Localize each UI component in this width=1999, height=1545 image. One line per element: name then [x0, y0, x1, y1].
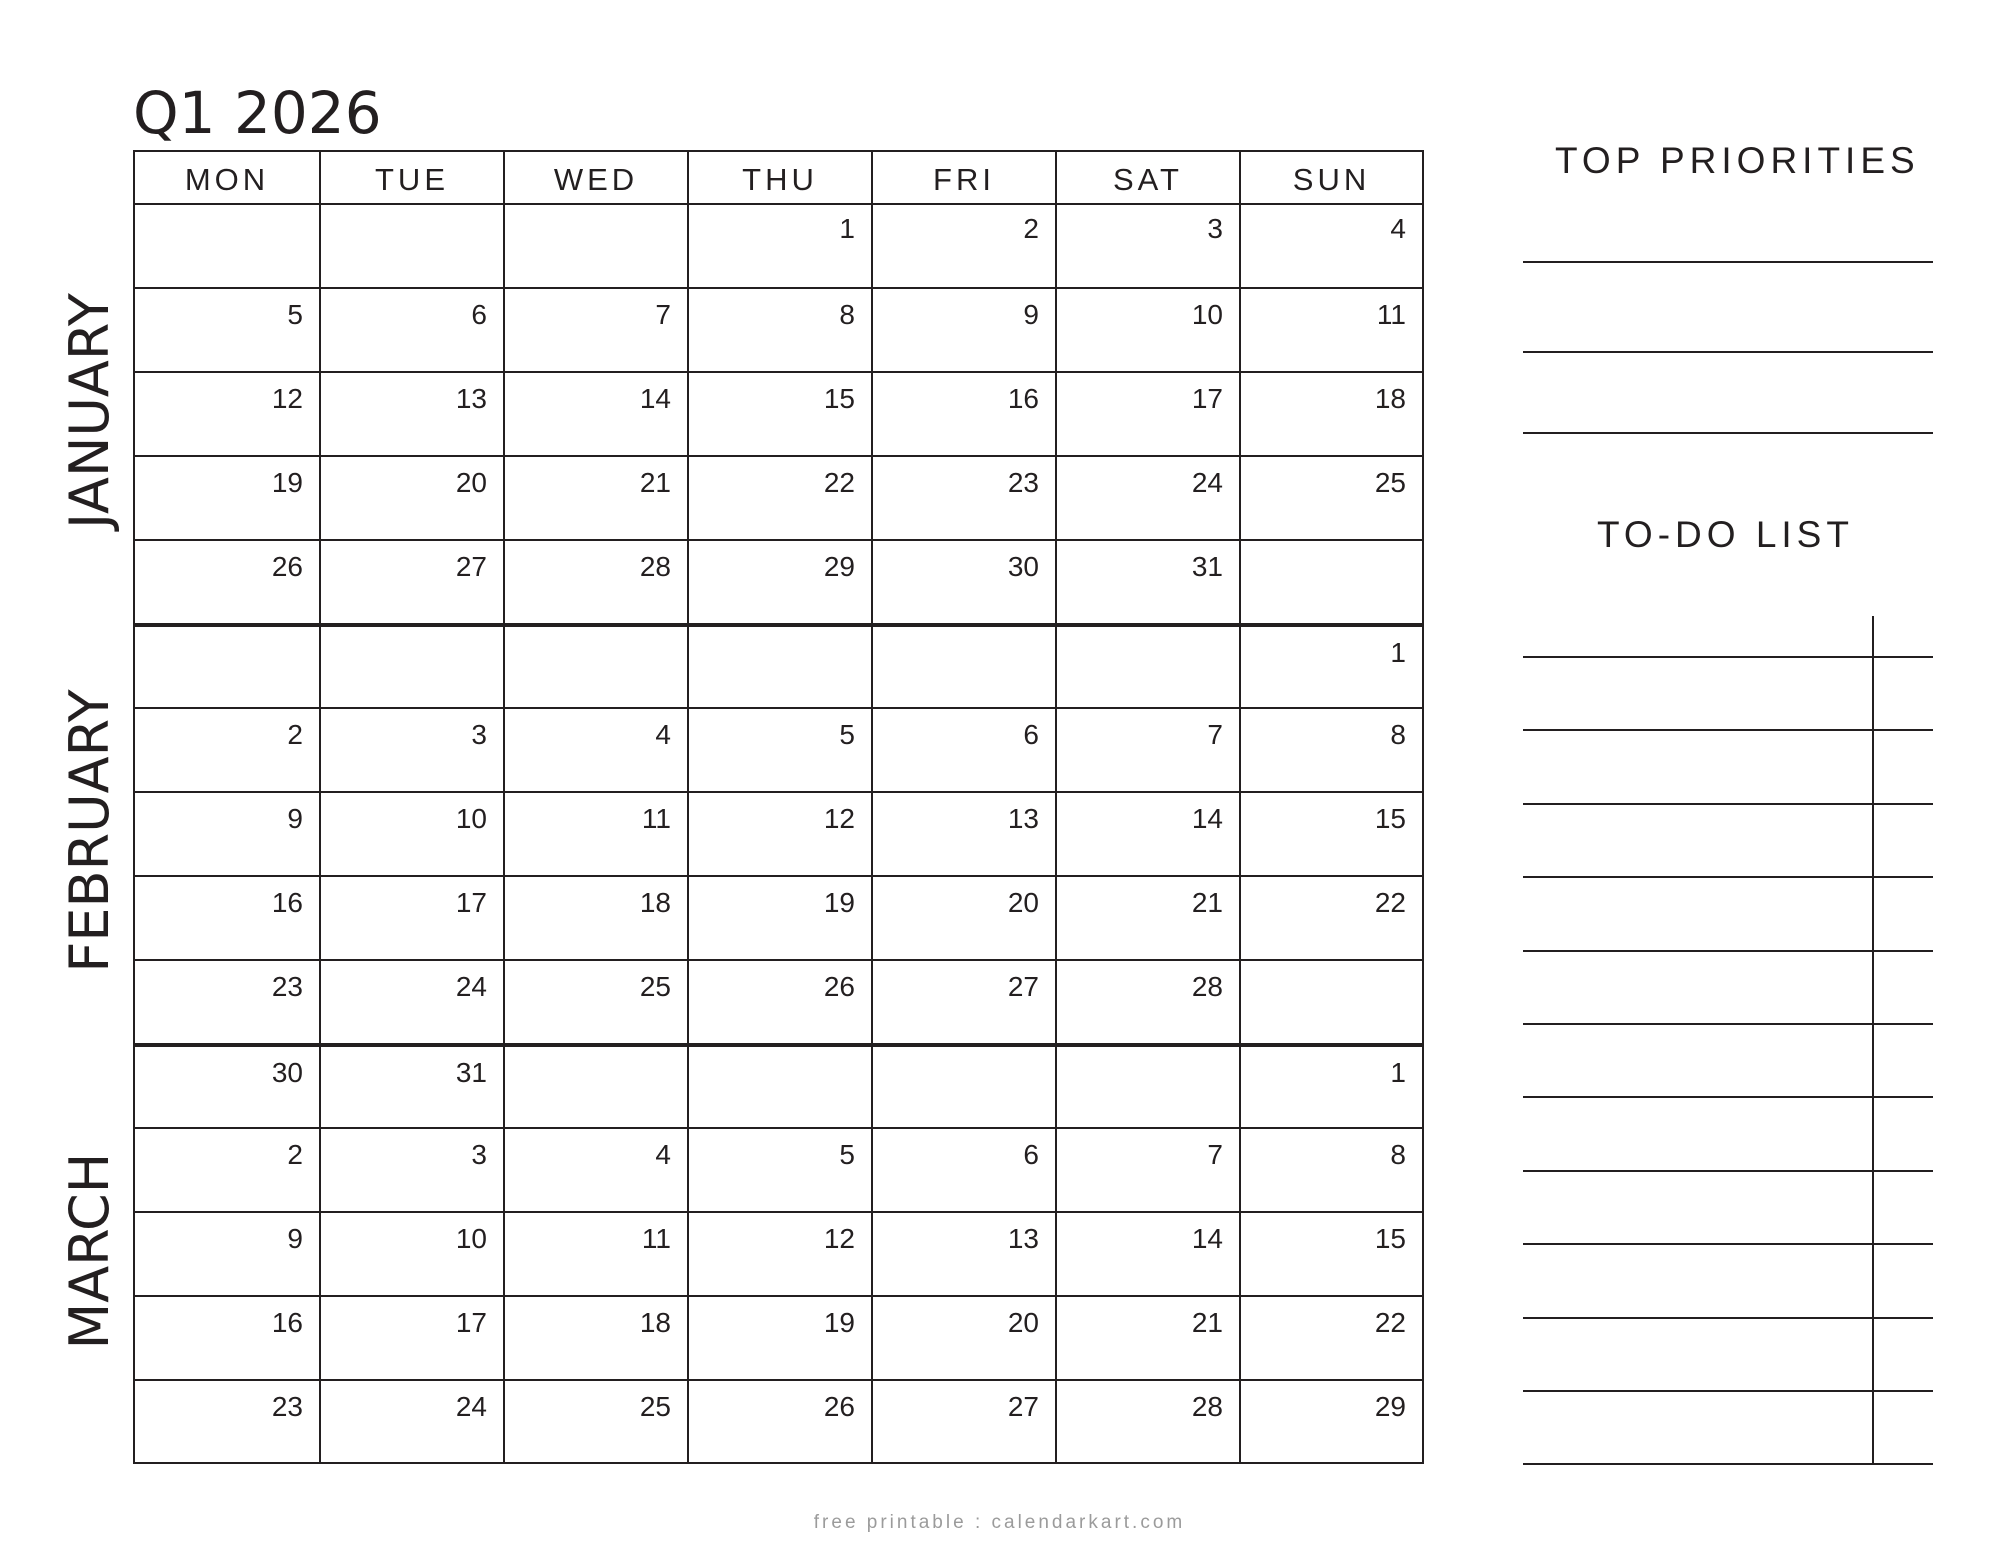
day-cell — [871, 289, 1055, 371]
day-cell — [1239, 961, 1422, 1043]
day-cell — [687, 1381, 871, 1463]
day-cell — [1239, 627, 1422, 711]
day-number: 13 — [1007, 803, 1039, 834]
day-cell — [871, 373, 1055, 455]
day-number: 30 — [271, 1057, 303, 1088]
week-row — [135, 1127, 1422, 1211]
day-number: 3 — [471, 719, 487, 750]
day-cell — [1239, 457, 1422, 539]
week-row — [135, 1295, 1422, 1379]
month-label-january: JANUARY — [58, 293, 121, 529]
day-cell — [135, 793, 319, 875]
day-cell — [503, 203, 687, 287]
week-row — [135, 539, 1422, 623]
day-number: 3 — [1207, 213, 1223, 244]
day-cell — [687, 373, 871, 455]
day-cell — [1055, 289, 1239, 371]
day-cell — [871, 1047, 1055, 1131]
day-cell — [1055, 961, 1239, 1043]
priority-line — [1523, 432, 1933, 434]
day-cell — [687, 1129, 871, 1211]
day-number: 4 — [655, 719, 671, 750]
day-cell — [871, 627, 1055, 711]
day-cell — [135, 203, 319, 287]
day-cell — [1239, 877, 1422, 959]
day-number: 17 — [1191, 383, 1223, 414]
day-cell — [135, 373, 319, 455]
day-cell — [1055, 1047, 1239, 1131]
day-cell — [1239, 203, 1422, 287]
day-number: 21 — [639, 467, 671, 498]
day-cell — [503, 793, 687, 875]
day-cell — [503, 289, 687, 371]
day-number: 28 — [1191, 1391, 1223, 1422]
weekday-mon: MON — [184, 162, 270, 197]
day-number: 16 — [271, 887, 303, 918]
day-number: 20 — [1007, 887, 1039, 918]
day-cell — [1239, 373, 1422, 455]
day-cell — [1055, 1213, 1239, 1295]
day-number: 22 — [823, 467, 855, 498]
day-cell — [135, 877, 319, 959]
day-cell — [871, 1213, 1055, 1295]
day-number: 5 — [287, 299, 303, 330]
day-number: 22 — [1374, 887, 1406, 918]
day-cell — [687, 627, 871, 711]
day-number: 14 — [1191, 1223, 1223, 1254]
day-number: 26 — [823, 971, 855, 1002]
day-number: 8 — [1390, 1139, 1406, 1170]
day-number: 13 — [455, 383, 487, 414]
day-cell — [871, 877, 1055, 959]
weekday-header — [135, 152, 1422, 205]
day-number: 30 — [1007, 551, 1039, 582]
day-number: 10 — [455, 803, 487, 834]
week-row — [135, 707, 1422, 791]
day-number: 23 — [271, 971, 303, 1002]
day-number: 15 — [1374, 803, 1406, 834]
day-cell — [1239, 1381, 1422, 1463]
day-number: 31 — [1191, 551, 1223, 582]
day-cell — [1055, 457, 1239, 539]
day-cell — [319, 627, 503, 711]
month-block-march — [135, 1043, 1422, 1463]
week-row — [135, 455, 1422, 539]
day-cell — [871, 541, 1055, 623]
day-cell — [503, 961, 687, 1043]
day-cell — [1239, 1047, 1422, 1131]
page-title: Q1 2026 — [133, 79, 382, 147]
day-cell — [135, 1129, 319, 1211]
day-cell — [1239, 1129, 1422, 1211]
day-cell — [687, 961, 871, 1043]
day-cell — [135, 627, 319, 711]
day-number: 14 — [639, 383, 671, 414]
day-cell — [1055, 1129, 1239, 1211]
day-cell — [1239, 709, 1422, 791]
weekday-wed: WED — [503, 152, 687, 203]
day-cell — [687, 1047, 871, 1131]
week-row — [135, 1211, 1422, 1295]
day-number: 18 — [639, 887, 671, 918]
day-number: 9 — [1023, 299, 1039, 330]
day-number: 9 — [287, 803, 303, 834]
day-cell — [503, 1129, 687, 1211]
day-number: 3 — [471, 1139, 487, 1170]
day-number: 29 — [1374, 1391, 1406, 1422]
day-cell — [319, 373, 503, 455]
day-number: 2 — [1023, 213, 1039, 244]
day-cell — [319, 1381, 503, 1463]
weekday-sun: SUN — [1239, 152, 1422, 203]
day-cell — [319, 877, 503, 959]
day-cell — [135, 709, 319, 791]
day-number: 2 — [287, 1139, 303, 1170]
top-priorities-title: TOP PRIORITIES — [1555, 140, 1920, 181]
day-cell — [687, 457, 871, 539]
day-cell — [319, 793, 503, 875]
day-number: 5 — [839, 1139, 855, 1170]
week-row — [135, 203, 1422, 287]
priority-line — [1523, 351, 1933, 353]
week-row — [135, 627, 1422, 711]
day-number: 1 — [1390, 637, 1406, 668]
day-cell — [687, 541, 871, 623]
day-cell — [1239, 541, 1422, 623]
day-number: 6 — [471, 299, 487, 330]
day-number: 23 — [1007, 467, 1039, 498]
day-cell — [503, 709, 687, 791]
day-cell — [871, 709, 1055, 791]
weekday-thu: THU — [687, 152, 871, 203]
day-cell — [1055, 541, 1239, 623]
day-number: 5 — [839, 719, 855, 750]
day-number: 11 — [1376, 299, 1406, 330]
day-cell — [319, 457, 503, 539]
day-cell — [687, 709, 871, 791]
day-cell — [1055, 793, 1239, 875]
day-cell — [687, 877, 871, 959]
day-cell — [687, 1297, 871, 1379]
day-number: 18 — [1374, 383, 1406, 414]
day-number: 9 — [287, 1223, 303, 1254]
day-cell — [1055, 709, 1239, 791]
day-cell — [503, 1213, 687, 1295]
day-number: 27 — [1007, 971, 1039, 1002]
day-cell — [1055, 373, 1239, 455]
day-cell — [503, 1381, 687, 1463]
day-cell — [319, 203, 503, 287]
week-row — [135, 875, 1422, 959]
day-number: 8 — [1390, 719, 1406, 750]
month-block-february — [135, 623, 1422, 1043]
week-row — [135, 1047, 1422, 1131]
day-number: 6 — [1023, 719, 1039, 750]
week-row — [135, 371, 1422, 455]
day-cell — [503, 627, 687, 711]
day-cell — [319, 709, 503, 791]
day-number: 20 — [1007, 1307, 1039, 1338]
day-cell — [135, 457, 319, 539]
day-cell — [135, 1213, 319, 1295]
day-number: 24 — [455, 971, 487, 1002]
month-label-march: MARCH — [58, 1152, 121, 1350]
day-cell — [1239, 1297, 1422, 1379]
day-number: 2 — [287, 719, 303, 750]
day-number: 19 — [823, 1307, 855, 1338]
day-number: 17 — [455, 1307, 487, 1338]
day-cell — [319, 541, 503, 623]
day-number: 19 — [823, 887, 855, 918]
todo-checkbox-column-divider — [1872, 616, 1874, 1465]
calendar-grid — [133, 150, 1424, 1464]
day-cell — [135, 1297, 319, 1379]
day-number: 1 — [839, 213, 855, 244]
day-cell — [135, 961, 319, 1043]
day-cell — [319, 1129, 503, 1211]
day-cell — [1055, 627, 1239, 711]
day-number: 22 — [1374, 1307, 1406, 1338]
day-cell — [503, 541, 687, 623]
weekday-sat: SAT — [1055, 152, 1239, 203]
day-cell — [135, 541, 319, 623]
day-cell — [503, 877, 687, 959]
day-number: 28 — [639, 551, 671, 582]
day-cell — [319, 1297, 503, 1379]
day-number: 23 — [271, 1391, 303, 1422]
day-number: 27 — [455, 551, 487, 582]
day-cell — [503, 457, 687, 539]
day-cell — [687, 1213, 871, 1295]
day-number: 29 — [823, 551, 855, 582]
day-number: 7 — [655, 299, 671, 330]
weekday-tue: TUE — [319, 152, 503, 203]
day-cell — [687, 793, 871, 875]
day-number: 12 — [823, 1223, 855, 1254]
day-cell — [319, 961, 503, 1043]
day-number: 12 — [823, 803, 855, 834]
day-number: 14 — [1191, 803, 1223, 834]
week-row — [135, 287, 1422, 371]
day-cell — [1055, 877, 1239, 959]
day-number: 21 — [1191, 887, 1223, 918]
day-number: 10 — [1191, 299, 1223, 330]
day-number: 15 — [823, 383, 855, 414]
day-number: 19 — [271, 467, 303, 498]
day-cell — [871, 1297, 1055, 1379]
day-number: 24 — [455, 1391, 487, 1422]
day-number: 25 — [1374, 467, 1406, 498]
day-number: 28 — [1191, 971, 1223, 1002]
day-number: 11 — [641, 803, 671, 834]
day-number: 1 — [1390, 1057, 1406, 1088]
day-cell — [687, 289, 871, 371]
day-number: 4 — [655, 1139, 671, 1170]
day-number: 31 — [455, 1057, 487, 1088]
month-label-february: FEBRUARY — [58, 689, 121, 973]
footer-credit: free printable : calendarkart.com — [813, 1512, 1186, 1533]
day-number: 20 — [455, 467, 487, 498]
day-number: 25 — [639, 1391, 671, 1422]
day-cell — [503, 1047, 687, 1131]
day-cell — [687, 203, 871, 287]
weekday-fri: FRI — [871, 152, 1055, 203]
week-row — [135, 791, 1422, 875]
todo-list-title: TO-DO LIST — [1597, 514, 1854, 555]
day-number: 11 — [641, 1223, 671, 1254]
day-cell — [503, 1297, 687, 1379]
day-cell — [871, 203, 1055, 287]
day-cell — [871, 961, 1055, 1043]
day-number: 7 — [1207, 719, 1223, 750]
day-number: 16 — [1007, 383, 1039, 414]
day-cell — [135, 1381, 319, 1463]
day-number: 25 — [639, 971, 671, 1002]
day-number: 8 — [839, 299, 855, 330]
day-cell — [135, 289, 319, 371]
day-number: 18 — [639, 1307, 671, 1338]
day-number: 21 — [1191, 1307, 1223, 1338]
day-cell — [1239, 1213, 1422, 1295]
day-cell — [1055, 1381, 1239, 1463]
day-cell — [319, 1047, 503, 1131]
day-number: 27 — [1007, 1391, 1039, 1422]
day-cell — [1239, 793, 1422, 875]
day-cell — [319, 289, 503, 371]
day-cell — [871, 1381, 1055, 1463]
day-number: 10 — [455, 1223, 487, 1254]
day-number: 24 — [1191, 467, 1223, 498]
month-block-january — [135, 203, 1422, 623]
day-number: 7 — [1207, 1139, 1223, 1170]
week-row — [135, 959, 1422, 1043]
day-number: 17 — [455, 887, 487, 918]
day-cell — [503, 373, 687, 455]
day-number: 15 — [1374, 1223, 1406, 1254]
day-number: 13 — [1007, 1223, 1039, 1254]
day-number: 26 — [823, 1391, 855, 1422]
day-cell — [1239, 289, 1422, 371]
day-cell — [319, 1213, 503, 1295]
day-number: 26 — [271, 551, 303, 582]
week-row — [135, 1379, 1422, 1463]
day-number: 6 — [1023, 1139, 1039, 1170]
day-cell — [1055, 1297, 1239, 1379]
day-cell — [871, 793, 1055, 875]
day-cell — [871, 457, 1055, 539]
priority-line — [1523, 261, 1933, 263]
day-number: 16 — [271, 1307, 303, 1338]
day-cell — [871, 1129, 1055, 1211]
day-cell — [135, 1047, 319, 1131]
day-number: 4 — [1390, 213, 1406, 244]
day-cell — [1055, 203, 1239, 287]
day-number: 12 — [271, 383, 303, 414]
